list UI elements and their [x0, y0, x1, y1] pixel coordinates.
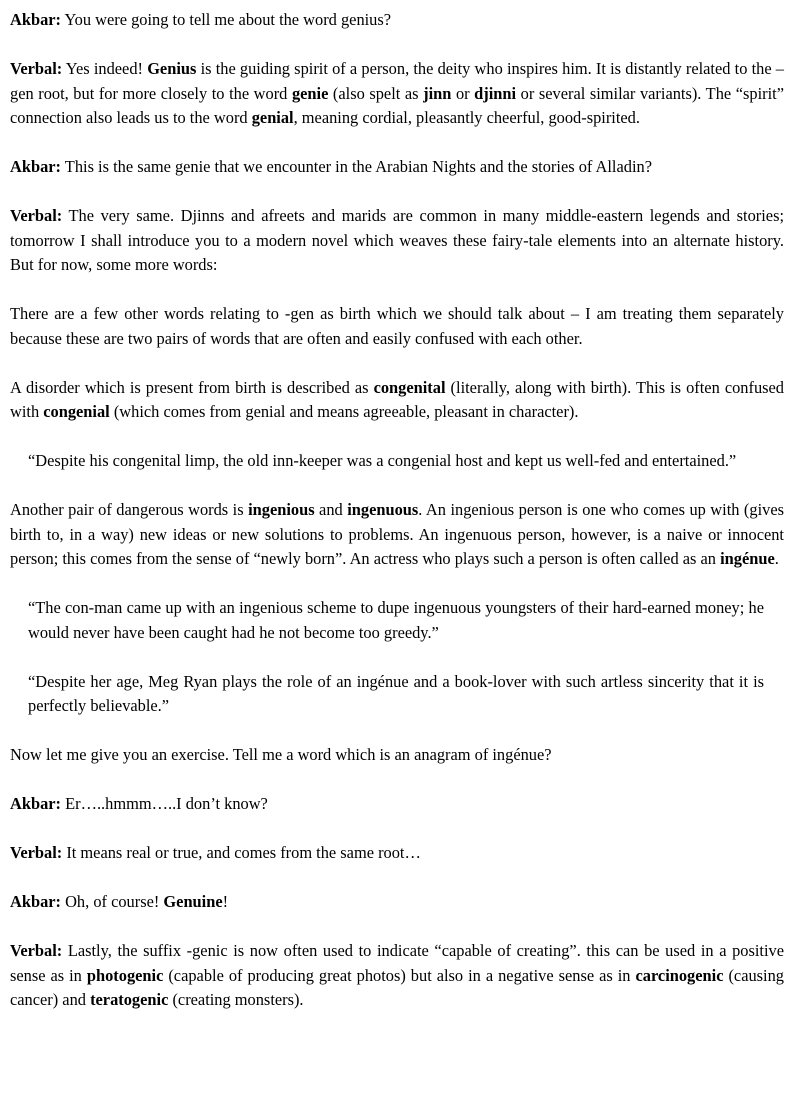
bold-term: djinni: [474, 83, 517, 103]
text-run: Lastly, the suffix -genic is now often used to indicate “capable of creating”. this can be used in a positive sense as in: [10, 941, 784, 985]
text-run: There are a few other words relating to -gen as birth which we should talk about – I am treating them separately because these are two pairs of words that are often and easily confused with each other.: [10, 304, 784, 348]
bold-term: Akbar:: [10, 794, 61, 813]
body-paragraph: [10, 498, 784, 572]
body-paragraph: [10, 743, 784, 768]
text-run: or several similar variants). The “spirit” connection also leads us to the word: [10, 83, 784, 127]
text-run: or: [451, 83, 475, 103]
dialogue-paragraph: [10, 890, 784, 915]
text-run: (causing cancer) and: [10, 965, 784, 1009]
quote-paragraph: [28, 449, 784, 474]
text-run: It means real or true, and comes from the same root…: [62, 843, 421, 862]
bold-term: congenial: [43, 402, 110, 421]
dialogue-paragraph: [10, 155, 784, 180]
bold-term: Akbar:: [10, 10, 61, 29]
text-run: “Despite her age, Meg Ryan plays the role of an ingénue and a book-lover with such artless sincerity that it is perfectly believable.”: [28, 671, 764, 715]
dialogue-paragraph: [10, 8, 784, 33]
text-run: . An ingenious person is one who comes up with (gives birth to, in a way) new ideas or new solutions to problems. An ingenuous person, however, is a naive or innocent person; this comes from the sense of “newly born”. An actress who plays such a person is often called as an: [10, 500, 784, 568]
bold-term: genie: [291, 83, 329, 103]
dialogue-paragraph: [10, 841, 784, 866]
bold-term: carcinogenic: [635, 965, 724, 985]
text-run: (creating monsters).: [168, 990, 304, 1009]
bold-term: genial: [251, 108, 294, 127]
text-run: Er…..hmmm…..I don’t know?: [61, 794, 268, 813]
body-paragraph: [10, 376, 784, 425]
bold-term: jinn: [423, 83, 452, 103]
quote-paragraph: [28, 670, 784, 719]
dialogue-paragraph: [10, 57, 784, 131]
text-run: “The con-man came up with an ingenious scheme to dupe ingenuous youngsters of their hard-earned money; he would never have been caught had he not become too greedy.”: [28, 598, 764, 642]
text-run: (also spelt as: [328, 83, 424, 103]
text-run: (which comes from genial and means agreeable, pleasant in character).: [109, 402, 579, 421]
body-paragraph: [10, 302, 784, 351]
bold-term: Verbal:: [10, 59, 63, 78]
text-run: Yes indeed!: [62, 59, 148, 78]
bold-term: congenital: [373, 377, 446, 397]
text-run: (literally, along with birth). This is often confused with: [10, 377, 784, 421]
text-run: You were going to tell me about the word genius?: [61, 10, 392, 29]
bold-term: teratogenic: [90, 990, 169, 1009]
text-run: A disorder which is present from birth is described as: [10, 377, 374, 397]
bold-term: Verbal:: [10, 941, 63, 960]
text-run: (capable of producing great photos) but also in a negative sense as in: [163, 965, 636, 985]
bold-term: ingenious: [248, 500, 315, 519]
dialogue-paragraph: [10, 939, 784, 1013]
text-run: Oh, of course!: [61, 892, 164, 911]
bold-term: Verbal:: [10, 843, 63, 862]
bold-term: Genuine: [163, 892, 223, 911]
text-run: The very same. Djinns and afreets and marids are common in many middle-eastern legends and stories; tomorrow I shall introduce you to a modern novel which weaves these fairy-tale elements into an alternate history. But for now, some more words:: [10, 206, 784, 274]
text-run: .: [774, 549, 779, 568]
bold-term: Akbar:: [10, 157, 61, 176]
quote-paragraph: [28, 596, 784, 645]
bold-term: photogenic: [86, 965, 164, 985]
text-run: , meaning cordial, pleasantly cheerful, good-spirited.: [293, 108, 640, 127]
text-run: is the guiding spirit of a person, the deity who inspires him. It is distantly related to the –gen root, but for more closely to the word: [10, 59, 784, 103]
bold-term: Akbar:: [10, 892, 61, 911]
dialogue-paragraph: [10, 792, 784, 817]
text-run: “Despite his congenital limp, the old inn-keeper was a congenial host and kept us well-fed and entertained.”: [28, 451, 737, 470]
dialogue-paragraph: [10, 204, 784, 278]
text-run: Now let me give you an exercise. Tell me a word which is an anagram of ingénue?: [10, 745, 552, 764]
document-page: [10, 8, 784, 1037]
bold-term: ingenuous: [347, 500, 419, 519]
bold-term: ingénue: [720, 549, 775, 568]
bold-term: Verbal:: [10, 206, 63, 225]
text-run: and: [314, 500, 348, 519]
text-run: This is the same genie that we encounter in the Arabian Nights and the stories of Alladin?: [61, 157, 652, 176]
text-run: Another pair of dangerous words is: [10, 500, 249, 519]
text-run: !: [222, 892, 229, 911]
bold-term: Genius: [147, 59, 197, 78]
